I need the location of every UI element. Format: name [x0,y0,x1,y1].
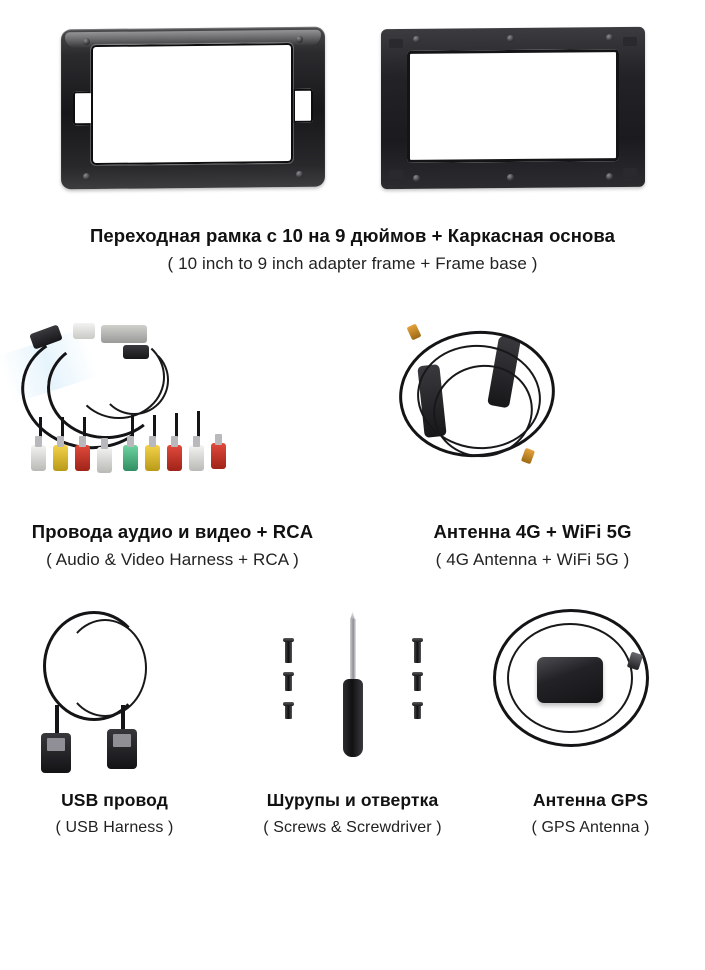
sma-connector [406,324,421,341]
gps-antenna-puck-icon [479,605,703,780]
screwdriver-shaft [350,619,356,685]
gps-caption-ru: Антенна GPS [532,790,649,811]
screw [285,641,292,663]
frames-caption-en: ( 10 inch to 9 inch adapter frame + Frame base ) [167,254,538,274]
mount-tab [389,170,403,179]
screw-hole-icon [296,171,303,178]
cable [63,619,147,717]
screws-caption-en: ( Screws & Screwdriver ) [263,819,442,837]
screw [285,675,292,691]
rca-plug-red [167,445,182,471]
gloss-highlight [65,30,321,49]
screw-hole-icon [413,175,420,182]
wiring-harness-rca-icon [13,321,333,506]
gps-antenna [479,605,703,839]
screw-hole-icon [507,35,514,42]
antenna-caption-en: ( 4G Antenna + WiFi 5G ) [435,550,630,570]
usb-harness [3,605,227,839]
screw-hole-icon [83,38,90,45]
cable [99,345,169,415]
usb-connector [107,729,137,769]
frames-row [0,28,705,188]
usb-screws-gps-row [0,605,705,839]
gps-caption-en: ( GPS Antenna ) [531,819,650,837]
frames-caption-ru: Переходная рамка с 10 на 9 дюймов + Каркасная основа [90,225,615,246]
screw-hole-icon [83,173,90,180]
screwdriver-handle [343,679,363,757]
screws-screwdriver [241,605,465,839]
harness-caption-en: ( Audio & Video Harness + RCA ) [46,550,299,570]
rca-plug-yellow [53,445,68,471]
rca-plug-green [123,445,138,471]
screw [414,641,421,663]
rca-plug-red [211,443,226,469]
usb-caption-ru: USB провод [61,790,168,811]
screw-hole-icon [296,36,303,43]
screw-hole-icon [413,36,420,43]
rca-plug-white [189,445,204,471]
adapter-frame [61,28,325,188]
screw [414,705,421,719]
section-usb-screws-gps [0,571,705,839]
antenna-caption-ru: Антенна 4G + WiFi 5G [433,521,632,543]
frame-notch-left [73,91,93,125]
harness-caption-ru: Провода аудио и видео + RCA [31,521,314,543]
section-frames [0,0,705,275]
frame-base [381,28,645,188]
screw [285,705,292,719]
usb-cable-icon [3,605,227,780]
harness-antenna-row [0,321,705,571]
section-harness-antenna [0,275,705,571]
rca-plug-red [75,445,90,471]
rca-plug-white [97,447,112,473]
screws-caption-ru: Шурупы и отвертка [266,790,439,811]
audio-video-harness [13,321,333,571]
antenna-4g-wifi [373,321,693,571]
screw-hole-icon [606,34,613,41]
mount-tab [389,39,403,48]
screw-hole-icon [507,174,514,181]
usb-caption-en: ( USB Harness ) [55,819,174,837]
screw [414,675,421,691]
mount-tab [623,37,637,46]
sma-connector [520,448,534,465]
rca-plug-white [31,445,46,471]
usb-connector [41,733,71,773]
rca-plug-yellow [145,445,160,471]
mount-tab [623,168,637,177]
screwdriver-and-screws-icon [241,605,465,780]
screw-hole-icon [606,173,613,180]
gps-puck [537,657,603,703]
4g-wifi-antenna-icon [373,321,693,506]
frame-notch-right [293,89,313,123]
